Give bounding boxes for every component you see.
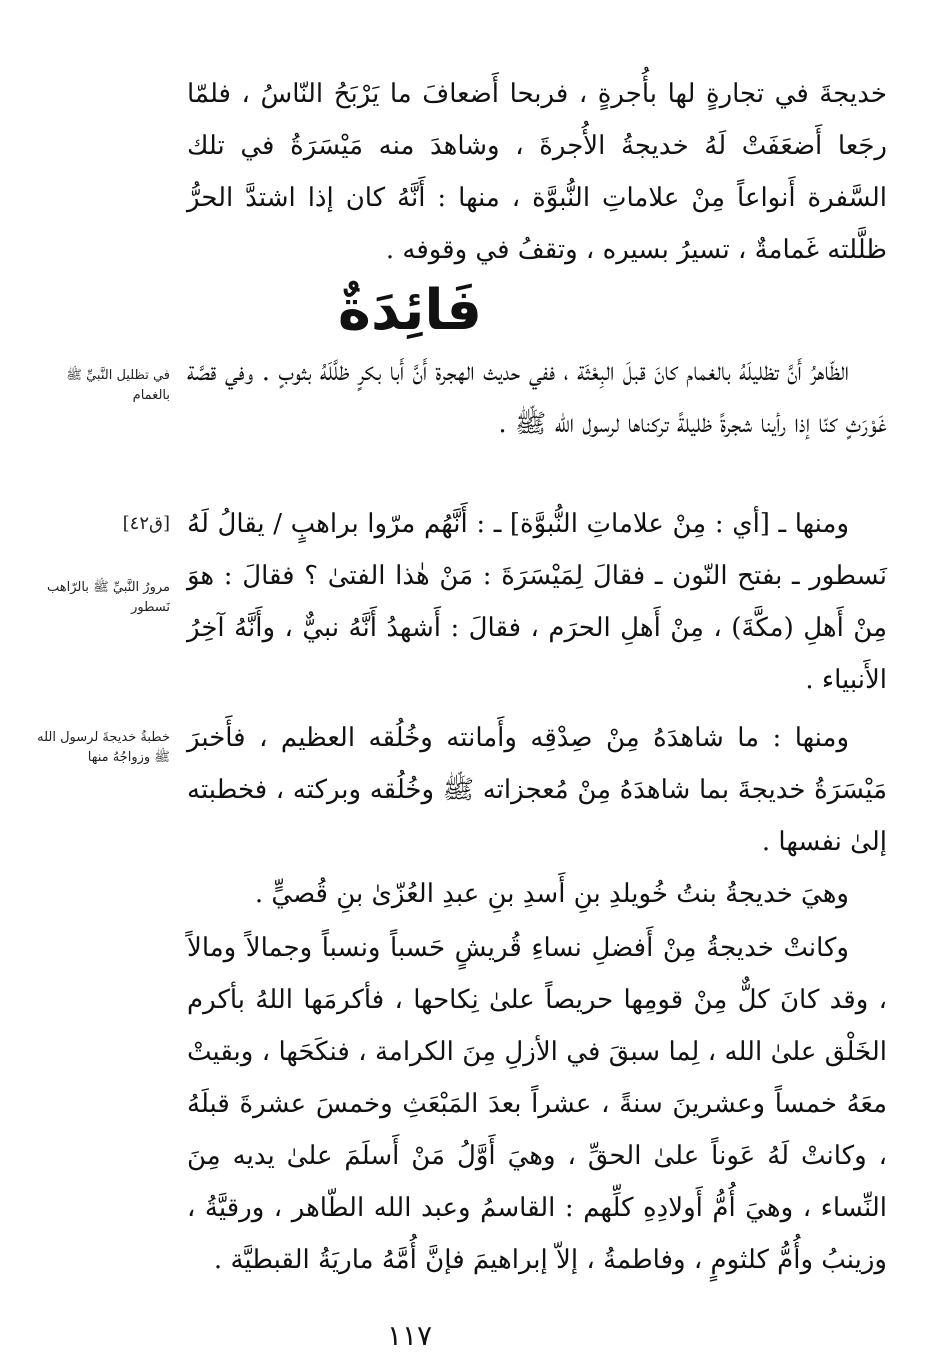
intro-text: خديجةَ في تجارةٍ لها بأُجرةٍ ، فربحا أَضعافَ ما يَرْبَحُ النّاسُ ، فلمّا رجَعا أَضعَفَتْ لَهُ خديجةُ الأُجرةَ ، وشاهدَ منه مَيْسَرَةُ في تلك السَّفرة أَنواعاً مِنْ علاماتِ النُّبوَّة ، منها : أَنَّهُ كان إذا اشتدَّ الحرُّ ظلَّلته غَمامةٌ ، تسيرُ بسيره ، وتقفُ في وقوفه . (187, 79, 887, 265)
lineage-text: وهيَ خديجةُ بنتُ خُويلدِ بنِ أَسدِ بنِ عبدِ العُزّىٰ بنِ قُصيٍّ . (254, 879, 849, 909)
bahira-paragraph (187, 498, 887, 706)
faida-paragraph (187, 346, 887, 450)
khadija-paragraph (187, 922, 887, 1286)
lineage-paragraph (187, 868, 887, 920)
faida-text: الظّاهرُ أَنَّ تظليلَهُ بالغمام كانَ قبلَ البِعْثَة ، ففي حديث الهجرة أَنَّ أَبا بكرٍ ظلَّلَهُ بثوبٍ . وفي قصَّة غَوْرَثٍ كنّا إذا رأينا شجرةً ظليلةً تركناها لرسول الله ﷺ . (187, 357, 887, 439)
maysara-text: ومنها : ما شاهدَهُ مِنْ صِدْقِه وأَمانته وخُلُقه العظيم ، فأَخبرَ مَيْسَرَةُ خديجةَ بما شاهدَهُ مِنْ مُعجزاته ﷺ وخُلُقه وبركته ، فخطبته إلىٰ نفسها . (187, 723, 887, 857)
maysara-paragraph (187, 712, 887, 868)
margin-note-nestor: مرورُ النَّبيِّ ﷺ بالرّاهب نَسطور (47, 580, 170, 615)
page-number: ١١٧ (386, 1319, 433, 1352)
faida-heading: فَائِدَةٌ (337, 278, 483, 343)
margin-note-proposal: خطبةُ خديجةَ لرسول الله ﷺ وزواجُهُ منها (37, 730, 170, 765)
bahira-body: ومنها ـ [أي : مِنْ علاماتِ النُّبوَّة] ـ : أَنَّهُم مرّوا براهبٍ / يقالُ لَهُ نَسطور ـ بفتح النّون ـ فقالَ لِمَيْسَرَةَ : مَنْ هٰذا الفتىٰ ؟ فقالَ : هوَ مِنْ أَهلِ (مكَّةَ) ، مِنْ أَهلِ الحرَم ، فقالَ : أَشهدُ أَنَّهُ نبيٌّ ، وأَنَّهُ آخِرُ الأَنبياء . (187, 509, 887, 695)
margin-note-shading: في تظليل النَّبيِّ ﷺ بالغمام (66, 368, 170, 403)
khadija-text: وكانتْ خديجةُ مِنْ أَفضلِ نساءِ قُريشٍ حَسباً ونسباً وجمالاً ومالاً ، وقد كانَ كلٌّ مِنْ قومِها حريصاً علىٰ نِكاحها ، فأكرمَها اللهُ بأكرم الخَلْق علىٰ الله ، لِما سبقَ في الأزلِ مِنَ الكرامة ، فنكَحَها ، وبقيتْ معَهُ خمساً وعشرينَ سنةً ، عشراً بعدَ المَبْعَثِ وخمسَ عشرةَ قبلَهُ ، وكانتْ لَهُ عَوناً علىٰ الحقِّ ، وهيَ أَوَّلُ مَنْ أَسلَمَ علىٰ يديه مِنَ النِّساء ، وهيَ أُمُّ أَولادِهِ كلِّهم : القاسمُ وعبد الله الطّاهر ، ورقيَّةُ ، وزينبُ وأُمُّ كلثومٍ ، وفاطمةُ ، إلاّ إبراهيمَ فإنَّ أُمَّهُ ماريَةُ القبطيَّة . (187, 933, 887, 1275)
intro-paragraph (187, 68, 887, 276)
bahira-text (187, 498, 887, 706)
manuscript-page-ref: [ق٤٢] (122, 513, 170, 534)
